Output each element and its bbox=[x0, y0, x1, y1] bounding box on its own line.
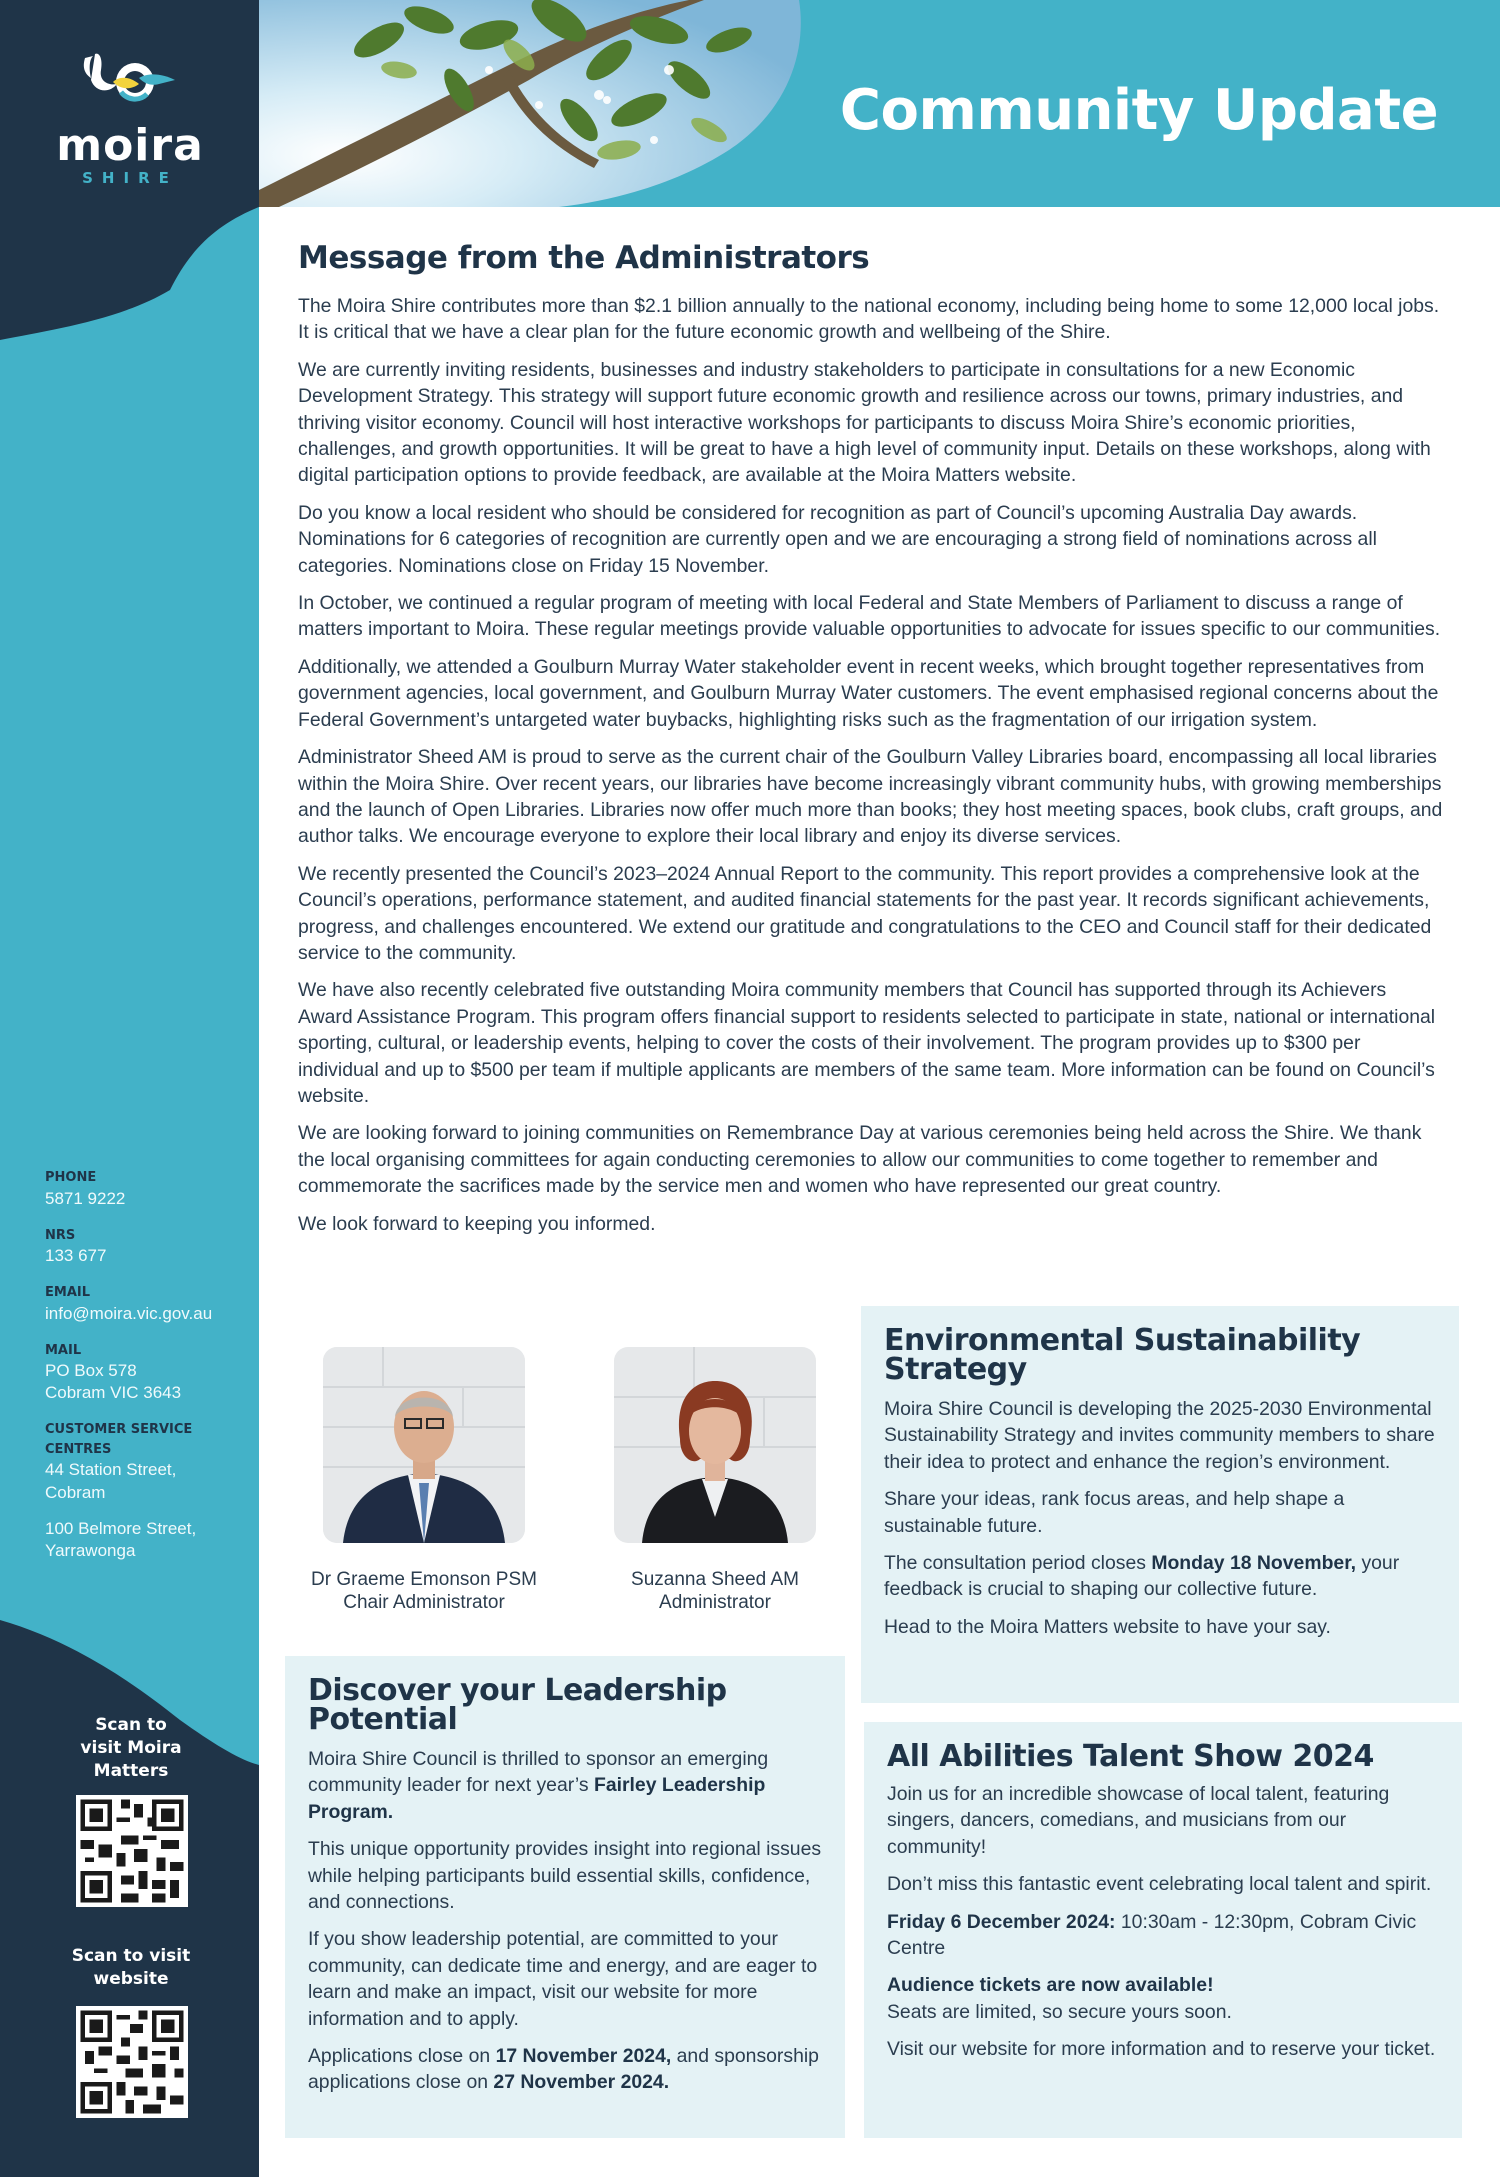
environment-box bbox=[861, 1306, 1459, 1703]
portrait-suzanna-sheed bbox=[614, 1347, 816, 1543]
message-paragraph: We have also recently celebrated five outstanding Moira community members that Council has supported through its Achievers Award Assistance Program. This program offers financial support to residents selected to participate in state, national or international sporting, cultural, or leadership events, helping to cover the costs of their involvement. The program provides up to $300 per individual and up to $500 per team if multiple applicants are members of the same team. More information can be found on Council’s website. bbox=[298, 979, 1436, 1107]
moira-shire-logo[interactable] bbox=[55, 48, 205, 188]
seats-limited: Seats are limited, so secure yours soon. bbox=[887, 2000, 1232, 2023]
portrait-woman-image bbox=[614, 1347, 816, 1543]
service-centres-label: CUSTOMER SERVICE CENTRES bbox=[45, 1422, 193, 1457]
environment-paragraph: Head to the Moira Matters website to have your say. bbox=[884, 1615, 1331, 1638]
contact-details bbox=[45, 1168, 255, 1562]
consultation-text: The consultation period closes bbox=[884, 1552, 1152, 1575]
message-paragraph: We recently presented the Council’s 2023–2024 Annual Report to the community. This report provides a comprehensive look at the Council’s operations, performance statement, and audited financial statements for the past year. It records significant achievements, progress, and challenges encountered. We extend our gratitude and congratulations to the CEO and Council staff for their dedicated service to the community. bbox=[298, 862, 1432, 964]
email-link[interactable]: info@moira.vic.gov.au bbox=[45, 1303, 213, 1323]
leadership-heading-line-2: Potential bbox=[308, 1702, 458, 1737]
scan-website-label: Scan to visit website bbox=[71, 1946, 191, 1989]
centre-yarrawonga-line-2: Yarrawonga bbox=[45, 1540, 136, 1560]
qr-code-icon bbox=[76, 1795, 188, 1907]
portrait-man-image bbox=[323, 1347, 525, 1543]
sponsorship-close-date: 27 November 2024. bbox=[493, 2071, 670, 2094]
environment-paragraph bbox=[884, 1550, 1436, 1603]
applications-close-date: 17 November 2024, bbox=[495, 2045, 672, 2068]
leadership-paragraph: If you show leadership potential, are committed to your community, can dedicate time and energy, and are eager to learn and make an impact, visit our website for more information and to apply. bbox=[308, 1928, 818, 2030]
event-date: Friday 6 December 2024: bbox=[887, 1910, 1116, 1933]
message-signoff: We look forward to keeping you informed. bbox=[298, 1212, 656, 1235]
message-paragraph: In October, we continued a regular program of meeting with local Federal and State Members of Parliament to discuss a range of matters important to Moira. These regular meetings provide valuable opportunities to advocate for issues specific to our communities. bbox=[298, 592, 1441, 641]
nrs-label: NRS bbox=[45, 1227, 76, 1243]
message-section bbox=[298, 240, 1443, 1248]
environment-heading-line-1: Environmental Sustainability bbox=[884, 1323, 1361, 1358]
qr-code-moira-matters[interactable] bbox=[76, 1795, 188, 1907]
talent-show-box bbox=[864, 1722, 1462, 2138]
talent-paragraph: Join us for an incredible showcase of local talent, featuring singers, dancers, comedians, and musicians from our community! bbox=[887, 1783, 1390, 1858]
admin-role: Chair Administrator bbox=[343, 1592, 505, 1613]
message-paragraph: Do you know a local resident who should be considered for recognition as part of Council’s upcoming Australia Day awards. Nominations for 6 categories of recognition are currently open and we are encouraging a strong field of nominations across all categories. Nominations close on Friday 15 November. bbox=[298, 501, 1377, 577]
page-header bbox=[259, 0, 1500, 207]
talent-event-details bbox=[887, 1909, 1439, 1962]
leadership-intro-text: Moira Shire Council is thrilled to sponsor an emerging community leader for next year’s bbox=[308, 1748, 769, 1797]
leadership-heading-line-1: Discover your Leadership bbox=[308, 1673, 727, 1708]
leadership-paragraph: This unique opportunity provides insight into regional issues while helping participants build essential skills, confidence, and connections. bbox=[308, 1838, 822, 1914]
tickets-available: Audience tickets are now available! bbox=[887, 1974, 1214, 1997]
message-heading: Message from the Administrators bbox=[298, 240, 870, 276]
centre-yarrawonga-line-1: 100 Belmore Street, bbox=[45, 1518, 197, 1538]
scan-moira-matters-label: Scan to visit Moira Matters bbox=[80, 1715, 182, 1781]
deadline-text: and sponsorship applications close on bbox=[308, 2045, 819, 2094]
message-paragraph: The Moira Shire contributes more than $2.1 billion annually to the national economy, including being home to some 12,000 local jobs. It is critical that we have a clear plan for the future economic growth and wellbeing of the Shire. bbox=[298, 295, 1440, 344]
header-tree-photo bbox=[259, 0, 819, 207]
nrs-value[interactable]: 133 677 bbox=[45, 1246, 107, 1266]
environment-paragraph: Share your ideas, rank focus areas, and help shape a sustainable future. bbox=[884, 1488, 1345, 1537]
mail-label: MAIL bbox=[45, 1342, 82, 1358]
leadership-box bbox=[285, 1656, 845, 2138]
fairley-program-name: Fairley Leadership Program. bbox=[308, 1774, 766, 1823]
talent-tickets bbox=[887, 1972, 1439, 2025]
leadership-deadlines bbox=[308, 2043, 822, 2096]
message-paragraph: Additionally, we attended a Goulburn Murray Water stakeholder event in recent weeks, which brought together representatives from government agencies, local government, and Goulburn Murray Water customers. The event emphasised regional concerns about the Federal Government’s untargeted water buybacks, highlighting risks such as the fragmentation of our irrigation system. bbox=[298, 655, 1439, 731]
consultation-close-date: Monday 18 November, bbox=[1151, 1552, 1357, 1575]
leadership-heading bbox=[308, 1673, 822, 1737]
mail-line-2: Cobram VIC 3643 bbox=[45, 1383, 182, 1403]
leadership-paragraph bbox=[308, 1746, 822, 1825]
message-paragraph: We are looking forward to joining communities on Remembrance Day at various ceremonies being held across the Shire. We thank the local organising committees for again conducting ceremonies to allow our communities to come together to remember and commemorate the sacrifices made by the service men and women who have represented our great country. bbox=[298, 1122, 1422, 1198]
phone-label: PHONE bbox=[45, 1170, 97, 1185]
qr-code-icon bbox=[76, 2006, 188, 2118]
event-time-venue: 10:30am - 12:30pm, Cobram Civic Centre bbox=[887, 1910, 1417, 1960]
environment-heading bbox=[884, 1323, 1436, 1387]
logo-subtitle: SHIRE bbox=[82, 169, 178, 187]
message-paragraph: We are currently inviting residents, businesses and industry stakeholders to participate in consultations for a new Economic Development Strategy. This strategy will support future economic growth and resilience across our towns, primary industries, and thriving visitor economy. Council will host interactive workshops for participants to discuss Moira Shire’s economic priorities, challenges, and growth opportunities. It will be great to have a high level of community input. Details on these workshops, along with digital participation options to provide feedback, are available at the Moira Matters website. bbox=[298, 358, 1431, 487]
admin-name: Dr Graeme Emonson PSM bbox=[311, 1569, 537, 1590]
portrait-graeme-emonson bbox=[323, 1347, 525, 1543]
logo-wordmark: moira bbox=[56, 120, 204, 171]
environment-paragraph: Moira Shire Council is developing the 2025-2030 Environmental Sustainability Strategy and invites community members to share their idea to protect and enhance the region’s environment. bbox=[884, 1398, 1435, 1473]
qr-code-website[interactable] bbox=[76, 2006, 188, 2118]
admin-name: Suzanna Sheed AM bbox=[631, 1569, 799, 1590]
admin-role: Administrator bbox=[659, 1592, 771, 1613]
moira-bird-icon bbox=[55, 48, 205, 123]
centre-cobram-line-1: 44 Station Street, bbox=[45, 1460, 177, 1480]
deadline-text: Applications close on bbox=[308, 2045, 496, 2068]
page-title: Community Update bbox=[839, 78, 1439, 143]
talent-show-heading: All Abilities Talent Show 2024 bbox=[887, 1739, 1374, 1774]
environment-heading-line-2: Strategy bbox=[884, 1352, 1027, 1387]
talent-paragraph: Don’t miss this fantastic event celebrating local talent and spirit. bbox=[887, 1873, 1432, 1896]
email-label: EMAIL bbox=[45, 1285, 90, 1301]
sidebar bbox=[0, 0, 259, 2177]
mail-line-1: PO Box 578 bbox=[45, 1361, 137, 1381]
consultation-text: your feedback is crucial to shaping our collective future. bbox=[884, 1552, 1400, 1601]
phone-value[interactable]: 5871 9222 bbox=[45, 1188, 126, 1208]
talent-paragraph: Visit our website for more information and to reserve your ticket. bbox=[887, 2038, 1436, 2061]
centre-cobram-line-2: Cobram bbox=[45, 1482, 106, 1502]
message-paragraph: Administrator Sheed AM is proud to serve as the current chair of the Goulburn Valley Libraries board, encompassing all local libraries within the Moira Shire. Over recent years, our libraries have become increasingly vibrant community hubs, with growing memberships and the launch of Open Libraries. Libraries now offer much more than books; they host meeting spaces, book clubs, craft groups, and author talks. We encourage everyone to explore their local library and enjoy its diverse services. bbox=[298, 746, 1443, 848]
